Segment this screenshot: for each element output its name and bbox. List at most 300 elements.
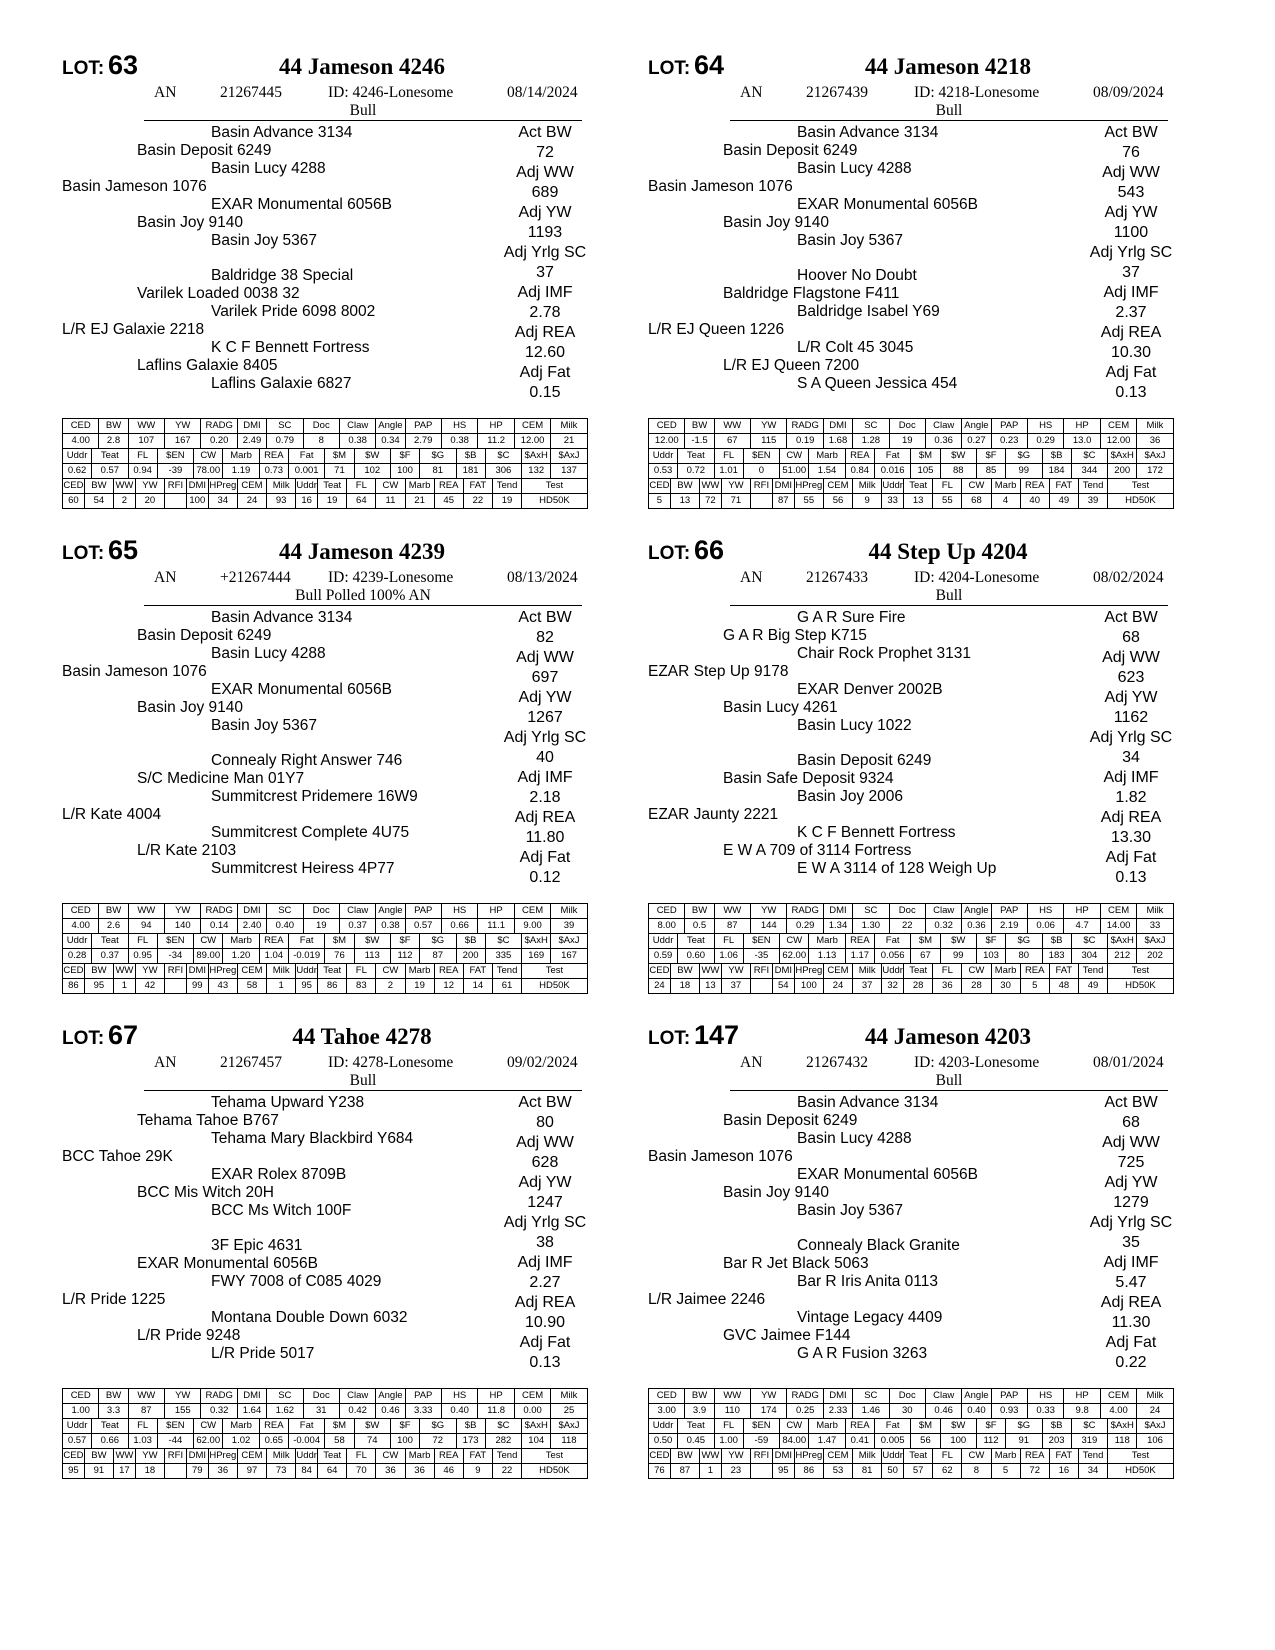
- performance-label: Act BW: [1104, 609, 1158, 626]
- epd-cell: 3.33: [405, 1404, 441, 1419]
- pedigree-entry: Montana Double Down 6032: [211, 1309, 408, 1326]
- epd-cell: 37: [721, 979, 750, 994]
- performance-label: Adj WW: [1102, 1134, 1160, 1151]
- sex-designation: Bull: [730, 1071, 1168, 1091]
- performance-label: Adj IMF: [517, 284, 573, 301]
- performance-label: Adj Yrlg SC: [503, 244, 587, 261]
- epd-cell: Teat: [904, 479, 933, 494]
- epd-cell: WW: [114, 479, 136, 494]
- epd-cell: 76: [649, 1464, 671, 1479]
- epd-cell: FL: [347, 964, 376, 979]
- performance-value: 11.30: [1111, 1314, 1151, 1331]
- epd-cell: RADG: [787, 419, 823, 434]
- epd-cell: 11: [376, 494, 405, 509]
- epd-cell: 40: [1020, 494, 1049, 509]
- epd-cell: 0.28: [63, 949, 92, 964]
- epd-cell: 16: [296, 494, 318, 509]
- epd-cell: $B: [1042, 449, 1071, 464]
- epd-cell: FL: [128, 934, 157, 949]
- epd-cell: 0.37: [339, 919, 375, 934]
- animal-id: ID: 4239-Lonesome: [328, 569, 454, 586]
- performance-label: Adj WW: [516, 164, 574, 181]
- epd-cell: REA: [434, 964, 463, 979]
- epd-cell: 1.17: [845, 949, 874, 964]
- epd-cell: Uddr: [882, 1449, 904, 1464]
- epd-cell: 30: [991, 979, 1020, 994]
- epd-cell: 115: [751, 434, 787, 449]
- pedigree-entry: Basin Jameson 1076: [62, 178, 207, 195]
- epd-cell: FAT: [463, 479, 492, 494]
- pedigree-entry: Basin Joy 9140: [137, 699, 243, 716]
- epd-cell: WW: [700, 1449, 722, 1464]
- epd-cell: HPreg: [208, 1449, 237, 1464]
- epd-cell: 87: [128, 1404, 164, 1419]
- pedigree-entry: Basin Joy 5367: [797, 1202, 903, 1219]
- epd-cell: 212: [1108, 949, 1137, 964]
- epd-cell: Angle: [962, 419, 991, 434]
- epd-cell: CW: [194, 934, 223, 949]
- epd-cell: [751, 1464, 773, 1479]
- epd-cell: FL: [714, 1419, 743, 1434]
- epd-cell: 106: [1137, 1434, 1173, 1449]
- epd-cell: HD50K: [1108, 979, 1174, 994]
- epd-cell: CED: [649, 419, 685, 434]
- performance-value: 76: [1122, 144, 1140, 161]
- epd-cell: HP: [478, 419, 514, 434]
- epd-cell: 0.056: [874, 949, 910, 964]
- epd-cell: 1.01: [714, 464, 743, 479]
- epd-cell: Uddr: [296, 479, 318, 494]
- epd-cell: 36: [376, 1464, 405, 1479]
- epd-cell: YW: [721, 964, 750, 979]
- epd-cell: 169: [522, 949, 551, 964]
- epd-cell: DMI: [186, 479, 208, 494]
- epd-cell: 4.00: [63, 919, 99, 934]
- epd-cell: SC: [853, 1389, 889, 1404]
- epd-cell: $B: [456, 1419, 485, 1434]
- epd-cell: $C: [485, 449, 521, 464]
- epd-cell: Marb: [223, 934, 259, 949]
- epd-cell: 319: [1071, 1434, 1107, 1449]
- epd-cell: 1.54: [809, 464, 845, 479]
- performance-value: 689: [531, 184, 559, 201]
- epd-cell: 4.00: [1100, 1404, 1136, 1419]
- pedigree-entry: G A R Sure Fire: [797, 609, 906, 626]
- epd-cell: 1.68: [823, 434, 852, 449]
- performance-label: Adj REA: [514, 809, 576, 826]
- epd-cell: CEM: [237, 1449, 266, 1464]
- epd-cell: 95: [84, 979, 113, 994]
- epd-cell: 155: [165, 1404, 201, 1419]
- epd-cell: Marb: [223, 1419, 259, 1434]
- lot-number: 147: [694, 1020, 740, 1050]
- pedigree-entry: Connealy Right Answer 746: [211, 752, 403, 769]
- epd-cell: YW: [751, 1389, 787, 1404]
- pedigree-entry: Basin Joy 9140: [723, 1184, 829, 1201]
- epd-cell: RFI: [751, 1449, 773, 1464]
- epd-cell: Teat: [678, 934, 714, 949]
- lot-label: LOT:: [648, 58, 691, 79]
- pedigree-entry: EXAR Monumental 6056B: [797, 196, 978, 213]
- epd-value-row: [649, 464, 1174, 479]
- epd-cell: 30: [889, 1404, 925, 1419]
- performance-label: Adj WW: [516, 1134, 574, 1151]
- epd-cell: DMI: [823, 1389, 852, 1404]
- epd-cell: HPreg: [208, 964, 237, 979]
- epd-cell: YW: [165, 419, 201, 434]
- epd-cell: FL: [933, 964, 962, 979]
- breed-code: AN: [740, 84, 763, 101]
- epd-cell: 4.00: [63, 434, 99, 449]
- epd-cell: 53: [823, 1464, 852, 1479]
- epd-cell: $M: [911, 934, 940, 949]
- pedigree-entry: Basin Joy 5367: [211, 232, 317, 249]
- epd-cell: 87: [772, 494, 794, 509]
- pedigree-entry: Basin Advance 3134: [797, 124, 939, 141]
- performance-label: Adj YW: [518, 1174, 572, 1191]
- epd-cell: RFI: [165, 964, 187, 979]
- epd-cell: Teat: [92, 934, 128, 949]
- epd-cell: 64: [318, 1464, 347, 1479]
- epd-cell: Fat: [874, 934, 910, 949]
- epd-cell: $F: [976, 934, 1005, 949]
- epd-cell: 0.60: [678, 949, 714, 964]
- epd-cell: 112: [390, 949, 419, 964]
- pedigree-entry: Baldridge Flagstone F411: [723, 285, 900, 302]
- epd-cell: PAP: [405, 1389, 441, 1404]
- sex-designation: Bull Polled 100% AN: [144, 586, 582, 606]
- epd-value-row: [63, 1464, 588, 1479]
- epd-cell: $M: [911, 1419, 940, 1434]
- performance-label: Adj REA: [514, 1294, 576, 1311]
- epd-cell: FAT: [463, 964, 492, 979]
- epd-cell: 36: [1137, 434, 1173, 449]
- epd-cell: $F: [976, 449, 1005, 464]
- epd-cell: 174: [751, 1404, 787, 1419]
- birth-date: 08/14/2024: [507, 84, 578, 101]
- pedigree-entry: Basin Deposit 6249: [723, 1112, 858, 1129]
- epd-cell: Test: [522, 479, 588, 494]
- epd-cell: CEM: [514, 419, 550, 434]
- epd-cell: DMI: [772, 964, 794, 979]
- epd-cell: 282: [485, 1434, 521, 1449]
- breed-code: AN: [740, 1054, 763, 1071]
- epd-header-row: [63, 1449, 588, 1464]
- pedigree-entry: Connealy Black Granite: [797, 1237, 960, 1254]
- epd-cell: $F: [976, 1419, 1005, 1434]
- epd-cell: 24: [1137, 1404, 1173, 1419]
- epd-value-row: [649, 434, 1174, 449]
- epd-cell: 0.29: [1027, 434, 1063, 449]
- epd-cell: -1.5: [685, 434, 714, 449]
- pedigree-entry: Basin Advance 3134: [211, 609, 353, 626]
- epd-cell: Milk: [853, 479, 882, 494]
- epd-cell: 100: [794, 979, 823, 994]
- epd-cell: SC: [267, 904, 303, 919]
- epd-cell: CEM: [823, 964, 852, 979]
- epd-cell: Angle: [376, 419, 405, 434]
- pedigree-entry: EXAR Monumental 6056B: [211, 681, 392, 698]
- performance-value: 10.30: [1110, 344, 1152, 361]
- epd-cell: FAT: [1049, 479, 1078, 494]
- epd-cell: Doc: [889, 419, 925, 434]
- epd-cell: 144: [751, 919, 787, 934]
- performance-value: 0.13: [1115, 869, 1147, 886]
- epd-cell: 1.13: [809, 949, 845, 964]
- epd-value-row: [649, 919, 1174, 934]
- epd-cell: 100: [390, 1434, 419, 1449]
- pedigree-entry: Basin Deposit 6249: [137, 142, 272, 159]
- lot-number: 65: [108, 535, 139, 565]
- epd-cell: 2.49: [237, 434, 266, 449]
- epd-cell: 0.62: [63, 464, 92, 479]
- pedigree-entry: Bar R Jet Black 5063: [723, 1255, 869, 1272]
- epd-cell: -44: [157, 1434, 193, 1449]
- epd-cell: 22: [463, 494, 492, 509]
- pedigree-entry: Summitcrest Complete 4U75: [211, 824, 410, 841]
- epd-cell: Uddr: [63, 449, 92, 464]
- pedigree-entry: Tehama Mary Blackbird Y684: [211, 1130, 414, 1147]
- epd-cell: HS: [1027, 1389, 1063, 1404]
- epd-cell: 0.65: [259, 1434, 288, 1449]
- epd-header-row: [649, 964, 1174, 979]
- epd-value-row: [63, 1404, 588, 1419]
- performance-value: 1162: [1113, 709, 1149, 726]
- epd-cell: 72: [1020, 1464, 1049, 1479]
- epd-cell: HS: [441, 1389, 477, 1404]
- animal-id: ID: 4278-Lonesome: [328, 1054, 454, 1071]
- epd-cell: DMI: [237, 904, 266, 919]
- pedigree-entry: Basin Lucy 4288: [797, 160, 912, 177]
- epd-cell: 0.45: [678, 1434, 714, 1449]
- performance-label: Adj REA: [1100, 324, 1162, 341]
- epd-cell: HS: [441, 419, 477, 434]
- performance-value: 0.15: [529, 384, 561, 401]
- epd-cell: 16: [1049, 1464, 1078, 1479]
- epd-cell: RADG: [201, 419, 237, 434]
- epd-cell: 0.66: [441, 919, 477, 934]
- performance-label: Adj REA: [514, 324, 576, 341]
- epd-cell: 118: [1108, 1434, 1137, 1449]
- pedigree-entry: Bar R Iris Anita 0113: [797, 1273, 939, 1290]
- epd-cell: Tend: [1078, 479, 1107, 494]
- epd-cell: 67: [911, 949, 940, 964]
- epd-cell: PAP: [405, 419, 441, 434]
- epd-cell: 0.06: [1027, 919, 1063, 934]
- epd-cell: 0.29: [787, 919, 823, 934]
- epd-cell: RFI: [751, 964, 773, 979]
- epd-cell: $C: [485, 934, 521, 949]
- epd-cell: CEM: [823, 1449, 852, 1464]
- epd-cell: -0.004: [288, 1434, 324, 1449]
- epd-cell: HP: [478, 904, 514, 919]
- epd-cell: BW: [84, 1449, 113, 1464]
- epd-cell: 0.79: [267, 434, 303, 449]
- performance-label: Act BW: [518, 1094, 572, 1111]
- epd-cell: REA: [259, 934, 288, 949]
- epd-cell: REA: [1020, 479, 1049, 494]
- pedigree-entry: Basin Jameson 1076: [62, 663, 207, 680]
- epd-cell: 0.57: [405, 919, 441, 934]
- birth-date: 09/02/2024: [507, 1054, 578, 1071]
- epd-cell: 0.46: [925, 1404, 961, 1419]
- performance-label: Adj YW: [518, 204, 572, 221]
- performance-value: 40: [536, 749, 554, 766]
- pedigree-entry: G A R Big Step K715: [723, 627, 867, 644]
- epd-cell: 21: [551, 434, 587, 449]
- epd-cell: 335: [485, 949, 521, 964]
- epd-cell: WW: [714, 419, 750, 434]
- epd-cell: 72: [700, 494, 722, 509]
- epd-cell: REA: [259, 449, 288, 464]
- epd-cell: 14: [463, 979, 492, 994]
- lot-label: LOT:: [648, 1028, 691, 1049]
- epd-cell: 91: [84, 1464, 113, 1479]
- epd-cell: 17: [114, 1464, 136, 1479]
- epd-cell: Marb: [223, 449, 259, 464]
- epd-cell: HD50K: [1108, 494, 1174, 509]
- epd-cell: Teat: [92, 449, 128, 464]
- epd-cell: DMI: [237, 1389, 266, 1404]
- epd-cell: PAP: [405, 904, 441, 919]
- breed-code: AN: [740, 569, 763, 586]
- epd-cell: 9.8: [1064, 1404, 1100, 1419]
- epd-cell: 43: [208, 979, 237, 994]
- epd-cell: 56: [911, 1434, 940, 1449]
- performance-label: Adj YW: [1104, 204, 1158, 221]
- birth-date: 08/02/2024: [1093, 569, 1164, 586]
- epd-cell: Marb: [809, 934, 845, 949]
- epd-cell: FL: [347, 1449, 376, 1464]
- epd-cell: Marb: [991, 964, 1020, 979]
- sex-designation: Bull: [730, 101, 1168, 121]
- epd-cell: Teat: [678, 1419, 714, 1434]
- pedigree-entry: S A Queen Jessica 454: [797, 375, 958, 392]
- epd-cell: 19: [303, 919, 339, 934]
- epd-cell: WW: [114, 1449, 136, 1464]
- epd-cell: 0.38: [376, 919, 405, 934]
- epd-cell: 13: [904, 494, 933, 509]
- epd-table: [62, 903, 588, 994]
- epd-cell: Tend: [492, 479, 521, 494]
- pedigree-entry: Hoover No Doubt: [797, 267, 917, 284]
- pedigree-entry: L/R Colt 45 3045: [797, 339, 914, 356]
- epd-cell: SC: [853, 419, 889, 434]
- birth-date: 08/09/2024: [1093, 84, 1164, 101]
- animal-id: ID: 4203-Lonesome: [914, 1054, 1040, 1071]
- epd-cell: Claw: [339, 1389, 375, 1404]
- epd-cell: 99: [186, 979, 208, 994]
- epd-cell: CW: [780, 934, 809, 949]
- epd-cell: 0.19: [787, 434, 823, 449]
- epd-cell: YW: [135, 964, 164, 979]
- epd-cell: 104: [522, 1434, 551, 1449]
- epd-cell: 344: [1071, 464, 1107, 479]
- epd-cell: 3.3: [99, 1404, 128, 1419]
- performance-label: Adj YW: [1104, 1174, 1158, 1191]
- lot-label: LOT:: [62, 543, 105, 564]
- pedigree-entry: Tehama Tahoe B767: [137, 1112, 279, 1129]
- epd-cell: Doc: [889, 904, 925, 919]
- epd-cell: Angle: [376, 904, 405, 919]
- epd-cell: YW: [721, 1449, 750, 1464]
- epd-cell: 203: [1042, 1434, 1071, 1449]
- epd-cell: Marb: [405, 479, 434, 494]
- epd-cell: 62: [933, 1464, 962, 1479]
- epd-cell: Teat: [92, 1419, 128, 1434]
- epd-cell: 100: [940, 1434, 976, 1449]
- performance-value: 37: [1122, 264, 1140, 281]
- epd-header-row: [649, 1419, 1174, 1434]
- epd-cell: DMI: [823, 904, 852, 919]
- lot-block: [62, 52, 622, 542]
- animal-name: 44 Step Up 4204: [868, 539, 1028, 564]
- epd-cell: YW: [751, 419, 787, 434]
- pedigree-entry: E W A 709 of 3114 Fortress: [723, 842, 912, 859]
- epd-cell: HS: [1027, 419, 1063, 434]
- epd-cell: Claw: [339, 419, 375, 434]
- epd-cell: 54: [772, 979, 794, 994]
- epd-cell: Uddr: [63, 1419, 92, 1434]
- epd-cell: 172: [1137, 464, 1173, 479]
- pedigree-entry: Laflins Galaxie 6827: [211, 375, 352, 392]
- pedigree-entry: L/R Jaimee 2246: [648, 1291, 766, 1308]
- epd-header-row: [649, 419, 1174, 434]
- epd-cell: $W: [354, 449, 390, 464]
- epd-cell: 102: [354, 464, 390, 479]
- epd-cell: 12: [434, 979, 463, 994]
- epd-cell: HS: [441, 904, 477, 919]
- epd-header-row: [63, 479, 588, 494]
- epd-cell: 1.02: [223, 1434, 259, 1449]
- performance-value: 5.47: [1115, 1274, 1147, 1291]
- performance-value: 1247: [527, 1194, 563, 1211]
- epd-cell: $M: [911, 449, 940, 464]
- epd-cell: 36: [208, 1464, 237, 1479]
- epd-cell: 0.66: [92, 1434, 128, 1449]
- epd-cell: 0.57: [92, 464, 128, 479]
- performance-label: Adj IMF: [1103, 769, 1159, 786]
- epd-table: [62, 418, 588, 509]
- pedigree-entry: Basin Lucy 4288: [211, 645, 326, 662]
- epd-cell: CED: [649, 964, 671, 979]
- registration-number: 21267433: [806, 569, 868, 586]
- pedigree-entry: GVC Jaimee F144: [723, 1327, 851, 1344]
- epd-cell: 84.00: [780, 1434, 809, 1449]
- epd-cell: 76: [325, 949, 354, 964]
- epd-cell: 28: [962, 979, 991, 994]
- epd-cell: $AxH: [1108, 449, 1137, 464]
- epd-cell: RADG: [787, 904, 823, 919]
- epd-cell: WW: [128, 1389, 164, 1404]
- epd-cell: 183: [1042, 949, 1071, 964]
- animal-name: 44 Tahoe 4278: [292, 1024, 432, 1049]
- pedigree-entry: L/R EJ Queen 1226: [648, 321, 785, 338]
- epd-cell: 46: [434, 1464, 463, 1479]
- epd-cell: $G: [420, 449, 456, 464]
- epd-cell: HP: [1064, 1389, 1100, 1404]
- performance-value: 697: [531, 669, 559, 686]
- performance-label: Act BW: [518, 124, 572, 141]
- epd-cell: 25: [551, 1404, 587, 1419]
- epd-cell: Fat: [874, 449, 910, 464]
- pedigree-entry: L/R Kate 4004: [62, 806, 162, 823]
- epd-cell: REA: [434, 479, 463, 494]
- pedigree-entry: Basin Advance 3134: [211, 124, 353, 141]
- performance-value: 12.60: [524, 344, 566, 361]
- epd-cell: $AxJ: [551, 1419, 587, 1434]
- epd-cell: 110: [714, 1404, 750, 1419]
